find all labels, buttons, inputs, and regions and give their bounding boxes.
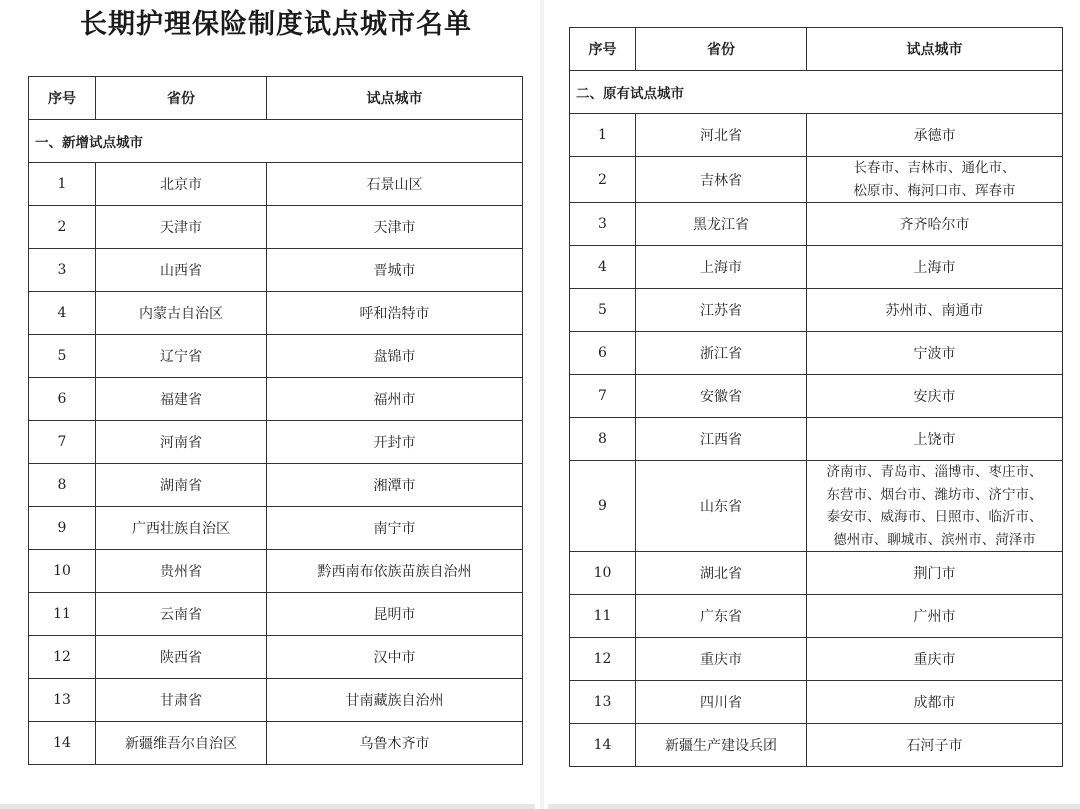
table-row [570, 418, 1063, 461]
table-row [570, 289, 1063, 332]
table-row [29, 507, 523, 550]
row-seq: 5 [570, 289, 636, 332]
table-row [570, 375, 1063, 418]
row-cities [807, 681, 1063, 724]
city-line: 福州市 [373, 392, 416, 408]
row-seq: 6 [29, 378, 96, 421]
row-cities [267, 507, 523, 550]
row-cities [807, 552, 1063, 595]
table-row [570, 203, 1063, 246]
city-line: 苏州市、南通市 [885, 303, 984, 319]
row-cities [267, 421, 523, 464]
table-row [570, 638, 1063, 681]
table-row [29, 292, 523, 335]
city-line: 重庆市 [913, 652, 956, 668]
row-province: 江西省 [636, 418, 807, 461]
row-seq: 12 [29, 636, 96, 679]
row-province: 甘肃省 [96, 679, 267, 722]
city-line: 泰安市、威海市、日照市、临沂市、 [826, 509, 1043, 525]
row-province: 江苏省 [636, 289, 807, 332]
city-line: 齐齐哈尔市 [899, 217, 970, 233]
section-row-new [29, 120, 523, 163]
row-province: 广东省 [636, 595, 807, 638]
row-province: 陕西省 [96, 636, 267, 679]
row-seq: 14 [570, 724, 636, 767]
row-province: 河北省 [636, 114, 807, 157]
city-line: 石景山区 [366, 177, 423, 193]
city-line: 长春市、吉林市、通化市、 [853, 160, 1016, 176]
city-line: 盘锦市 [373, 349, 416, 365]
row-seq: 14 [29, 722, 96, 765]
city-line: 安庆市 [913, 389, 956, 405]
table-row [570, 681, 1063, 724]
section-label-new: 一、新增试点城市 [29, 120, 523, 163]
table-row [570, 461, 1063, 552]
page-bottom-edge [548, 804, 1080, 809]
row-seq: 10 [570, 552, 636, 595]
row-seq: 8 [29, 464, 96, 507]
section-label-original: 二、原有试点城市 [570, 71, 1063, 114]
row-province: 广西壮族自治区 [96, 507, 267, 550]
row-cities [807, 332, 1063, 375]
row-cities [807, 724, 1063, 767]
city-line: 甘南藏族自治州 [345, 693, 444, 709]
row-seq: 9 [29, 507, 96, 550]
row-cities [807, 418, 1063, 461]
city-line: 上海市 [913, 260, 956, 276]
city-line: 昆明市 [373, 607, 416, 623]
table-row [570, 552, 1063, 595]
row-cities [807, 375, 1063, 418]
row-seq: 13 [570, 681, 636, 724]
row-seq: 11 [29, 593, 96, 636]
row-province: 新疆生产建设兵团 [636, 724, 807, 767]
row-seq: 5 [29, 335, 96, 378]
section-row-original [570, 71, 1063, 114]
city-line: 呼和浩特市 [359, 306, 430, 322]
table-row [29, 636, 523, 679]
row-seq: 1 [570, 114, 636, 157]
row-province: 重庆市 [636, 638, 807, 681]
table-header-row [29, 77, 523, 120]
table-row [29, 206, 523, 249]
row-seq: 12 [570, 638, 636, 681]
row-province: 四川省 [636, 681, 807, 724]
city-line: 松原市、梅河口市、珲春市 [853, 182, 1016, 199]
page-bottom-edge [0, 804, 535, 809]
city-line: 济南市、青岛市、淄博市、枣庄市、 [826, 464, 1043, 480]
row-cities [807, 638, 1063, 681]
row-province: 北京市 [96, 163, 267, 206]
city-line: 东营市、烟台市、潍坊市、济宁市、 [826, 486, 1043, 503]
row-cities [807, 203, 1063, 246]
row-seq: 8 [570, 418, 636, 461]
row-seq: 3 [29, 249, 96, 292]
city-line: 承德市 [913, 128, 956, 144]
row-province: 贵州省 [96, 550, 267, 593]
row-seq: 4 [570, 246, 636, 289]
row-province: 吉林省 [636, 157, 807, 203]
row-cities [267, 679, 523, 722]
row-province: 新疆维吾尔自治区 [96, 722, 267, 765]
table-row [29, 249, 523, 292]
table-row [29, 335, 523, 378]
city-line: 宁波市 [913, 346, 956, 362]
city-line: 石河子市 [906, 738, 963, 754]
row-province: 山东省 [636, 461, 807, 552]
row-province: 云南省 [96, 593, 267, 636]
row-seq: 6 [570, 332, 636, 375]
row-seq: 13 [29, 679, 96, 722]
row-cities [807, 595, 1063, 638]
row-province: 浙江省 [636, 332, 807, 375]
row-cities [267, 722, 523, 765]
table-row [29, 421, 523, 464]
row-seq: 10 [29, 550, 96, 593]
row-province: 福建省 [96, 378, 267, 421]
city-line: 德州市、聊城市、滨州市、菏泽市 [833, 531, 1036, 548]
row-seq: 2 [29, 206, 96, 249]
header-province: 省份 [96, 77, 267, 120]
table-header-row [570, 28, 1063, 71]
row-cities [807, 157, 1063, 203]
row-cities [807, 114, 1063, 157]
row-seq: 2 [570, 157, 636, 203]
table-row [570, 114, 1063, 157]
row-cities [267, 378, 523, 421]
row-province: 山西省 [96, 249, 267, 292]
row-cities [267, 249, 523, 292]
table-row [29, 378, 523, 421]
new-pilot-cities-table [28, 76, 523, 765]
row-cities [807, 246, 1063, 289]
table-row [570, 246, 1063, 289]
row-cities [267, 636, 523, 679]
header-seq: 序号 [570, 28, 636, 71]
row-seq: 3 [570, 203, 636, 246]
row-seq: 4 [29, 292, 96, 335]
header-city: 试点城市 [267, 77, 523, 120]
city-line: 乌鲁木齐市 [359, 736, 430, 752]
row-seq: 7 [570, 375, 636, 418]
row-province: 天津市 [96, 206, 267, 249]
row-province: 河南省 [96, 421, 267, 464]
original-pilot-cities-table [569, 27, 1063, 767]
page-seam [540, 0, 544, 809]
header-province: 省份 [636, 28, 807, 71]
row-cities [267, 292, 523, 335]
row-cities [267, 550, 523, 593]
city-line: 湘潭市 [373, 478, 416, 494]
table-row [570, 157, 1063, 203]
row-province: 安徽省 [636, 375, 807, 418]
table-row [29, 464, 523, 507]
city-line: 荆门市 [913, 566, 956, 582]
row-province: 湖北省 [636, 552, 807, 595]
city-line: 汉中市 [373, 650, 416, 666]
row-cities [807, 461, 1063, 552]
city-line: 晋城市 [373, 263, 416, 279]
table-row [570, 595, 1063, 638]
row-seq: 11 [570, 595, 636, 638]
city-line: 上饶市 [913, 432, 956, 448]
city-line: 成都市 [913, 695, 956, 711]
table-row [29, 679, 523, 722]
row-province: 上海市 [636, 246, 807, 289]
row-cities [267, 163, 523, 206]
city-line: 天津市 [373, 220, 416, 236]
table-row [570, 332, 1063, 375]
row-cities [267, 593, 523, 636]
row-seq: 1 [29, 163, 96, 206]
row-cities [267, 335, 523, 378]
city-line: 开封市 [373, 435, 416, 451]
row-cities [267, 464, 523, 507]
city-line: 南宁市 [373, 521, 416, 537]
header-seq: 序号 [29, 77, 96, 120]
row-province: 内蒙古自治区 [96, 292, 267, 335]
row-seq: 9 [570, 461, 636, 552]
city-line: 广州市 [913, 609, 956, 625]
city-line: 黔西南布依族苗族自治州 [317, 564, 472, 580]
header-city: 试点城市 [807, 28, 1063, 71]
document-title: 长期护理保险制度试点城市名单 [80, 9, 472, 40]
row-cities [807, 289, 1063, 332]
row-cities [267, 206, 523, 249]
row-province: 黑龙江省 [636, 203, 807, 246]
table-row [29, 163, 523, 206]
table-row [29, 550, 523, 593]
row-province: 湖南省 [96, 464, 267, 507]
table-row [29, 722, 523, 765]
row-province: 辽宁省 [96, 335, 267, 378]
row-seq: 7 [29, 421, 96, 464]
table-row [29, 593, 523, 636]
table-row [570, 724, 1063, 767]
